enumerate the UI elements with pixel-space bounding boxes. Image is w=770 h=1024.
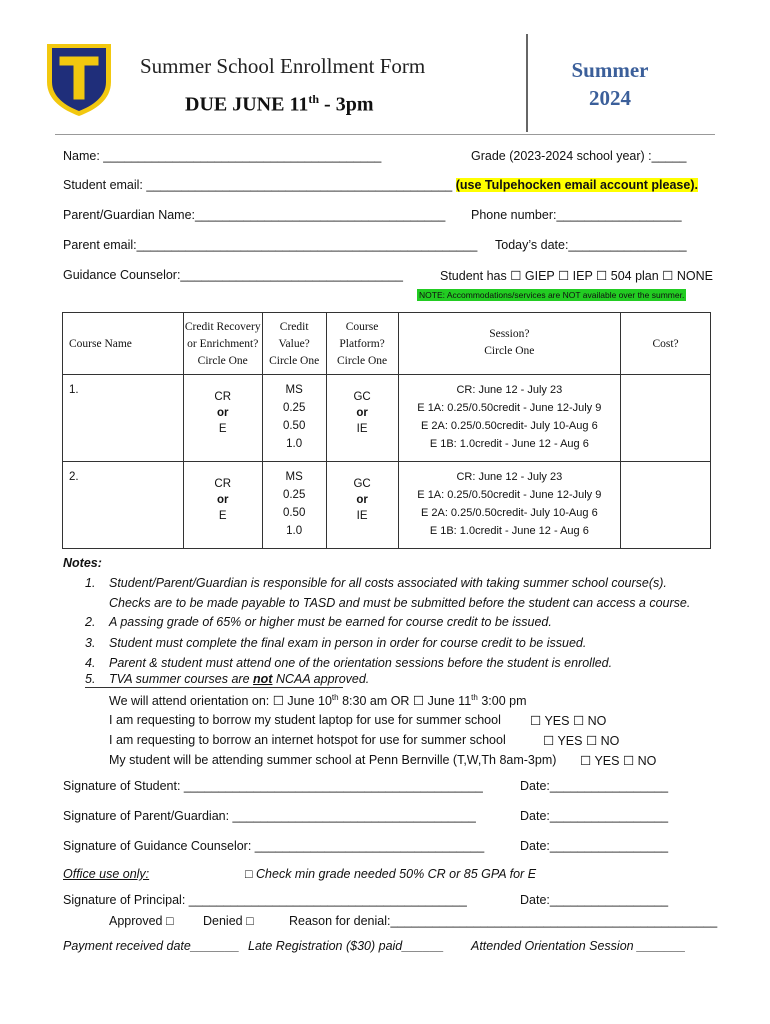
- note-item: 1.: [85, 576, 96, 590]
- counselor-signature-date[interactable]: Date:_________________: [520, 839, 669, 853]
- accommodation-note: NOTE: Accommodations/services are NOT available over the summer.: [419, 290, 685, 300]
- approved-checkbox[interactable]: Approved □: [109, 914, 174, 928]
- credit-value-choice[interactable]: MS 0.25 0.50 1.0: [262, 462, 326, 549]
- table-row: [63, 375, 711, 462]
- note-text: A passing grade of 65% or higher must be earned for course credit to be issued.: [109, 615, 552, 629]
- course-table: [62, 312, 711, 549]
- student-signature-date[interactable]: Date:_________________: [520, 779, 669, 793]
- note-text: Checks are to be made payable to TASD and must be submitted before the student can access a course.: [109, 596, 691, 610]
- parent-signature-date[interactable]: Date:_________________: [520, 809, 669, 823]
- hotspot-yes-no[interactable]: ☐ YES ☐ NO: [543, 734, 620, 748]
- office-use-label: Office use only:: [63, 867, 150, 881]
- penn-bernville-request: My student will be attending summer school at Penn Bernville (T,W,Th 8am-3pm): [109, 753, 557, 767]
- principal-signature-date[interactable]: Date:_________________: [520, 893, 669, 907]
- row-number: 2.: [63, 462, 184, 549]
- credit-value-choice[interactable]: MS 0.25 0.50 1.0: [262, 375, 326, 462]
- note-item: 3.: [85, 636, 96, 650]
- table-row: [63, 462, 711, 549]
- header-credit-value: Credit Value? Circle One: [262, 313, 326, 375]
- principal-signature[interactable]: Signature of Principal: ________________________________________: [63, 893, 467, 907]
- note-text: TVA summer courses are not NCAA approved.: [109, 672, 370, 686]
- session-choice[interactable]: CR: June 12 - July 23 E 1A: 0.25/0.50credit - June 12-July 9 E 2A: 0.25/0.50credit- July 10-Aug 6 E 1B: 1.0credit - June 12 - Aug 6: [398, 462, 621, 549]
- platform-choice[interactable]: GC or IE: [326, 462, 398, 549]
- header-cost: Cost?: [621, 313, 711, 375]
- season-label: Summer 2024: [571, 58, 649, 110]
- cost-cell[interactable]: [621, 462, 711, 549]
- counselor-signature[interactable]: Signature of Guidance Counselor: _________________________________: [63, 839, 485, 853]
- laptop-yes-no[interactable]: ☐ YES ☐ NO: [530, 714, 607, 728]
- header-session: Session? Circle One: [398, 313, 621, 375]
- form-title: Summer School Enrollment Form: [140, 54, 426, 78]
- denial-reason-field[interactable]: Reason for denial:_______________________________________________: [289, 914, 718, 928]
- note-text: Parent & student must attend one of the orientation sessions before the student is enrolled.: [109, 656, 613, 670]
- note-item: 2.: [85, 615, 96, 629]
- due-date: DUE JUNE 11th - 3pm: [185, 92, 374, 116]
- student-signature[interactable]: Signature of Student: ___________________________________________: [63, 779, 483, 793]
- notes-heading: Notes:: [63, 556, 102, 570]
- payment-received-field[interactable]: Payment received date_______: [63, 939, 240, 953]
- header-rule: [55, 134, 715, 135]
- counselor-field[interactable]: Guidance Counselor:________________________________: [63, 268, 403, 282]
- cost-cell[interactable]: [621, 375, 711, 462]
- platform-choice[interactable]: GC or IE: [326, 375, 398, 462]
- parent-signature[interactable]: Signature of Parent/Guardian: ___________________________________: [63, 809, 476, 823]
- cr-or-e-choice[interactable]: CR or E: [183, 375, 262, 462]
- header-platform: Course Platform? Circle One: [326, 313, 398, 375]
- hotspot-request: I am requesting to borrow an internet hotspot for use for summer school: [109, 733, 506, 747]
- note-text: Student must complete the final exam in person in order for course credit to be issued.: [109, 636, 587, 650]
- min-grade-check[interactable]: □ Check min grade needed 50% CR or 85 GPA for E: [245, 867, 537, 881]
- note-text: Student/Parent/Guardian is responsible for all costs associated with taking summer school course(s).: [109, 576, 667, 590]
- parent-name-field[interactable]: Parent/Guardian Name:____________________________________: [63, 208, 446, 222]
- denied-checkbox[interactable]: Denied □: [203, 914, 254, 928]
- school-logo: [45, 42, 113, 118]
- orientation-choice[interactable]: We will attend orientation on: ☐ June 10th 8:30 am OR ☐ June 11th 3:00 pm: [109, 693, 527, 709]
- phone-field[interactable]: Phone number:__________________: [471, 208, 682, 222]
- note-item: 4.: [85, 656, 96, 670]
- late-registration-field[interactable]: Late Registration ($30) paid______: [248, 939, 444, 953]
- header-credit-recovery: Credit Recovery or Enrichment? Circle One: [183, 313, 262, 375]
- todays-date-field[interactable]: Today’s date:_________________: [495, 238, 687, 252]
- laptop-request: I am requesting to borrow my student laptop for use for summer school: [109, 713, 501, 727]
- email-note: (use Tulpehocken email account please).: [455, 178, 698, 192]
- table-header-row: [63, 313, 711, 375]
- cr-or-e-choice[interactable]: CR or E: [183, 462, 262, 549]
- row-number: 1.: [63, 375, 184, 462]
- session-choice[interactable]: CR: June 12 - July 23 E 1A: 0.25/0.50credit - June 12-July 9 E 2A: 0.25/0.50credit- July 10-Aug 6 E 1B: 1.0credit - June 12 - Aug 6: [398, 375, 621, 462]
- grade-field[interactable]: Grade (2023-2024 school year) :_____: [471, 149, 687, 163]
- student-email-field[interactable]: Student email: ____________________________________________ (use Tulpehocken email account please).: [63, 178, 698, 192]
- student-plan-checkboxes[interactable]: Student has ☐ GIEP ☐ IEP ☐ 504 plan ☐ NONE: [440, 269, 713, 283]
- header-divider: [526, 34, 528, 132]
- name-field[interactable]: Name: ________________________________________: [63, 149, 382, 163]
- notes-underline: [85, 687, 343, 688]
- attended-orientation-field[interactable]: Attended Orientation Session _______: [471, 939, 686, 953]
- header-course-name: Course Name: [63, 313, 184, 375]
- penn-bernville-yes-no[interactable]: ☐ YES ☐ NO: [580, 754, 657, 768]
- note-item: 5.: [85, 672, 96, 686]
- parent-email-field[interactable]: Parent email:_________________________________________________: [63, 238, 478, 252]
